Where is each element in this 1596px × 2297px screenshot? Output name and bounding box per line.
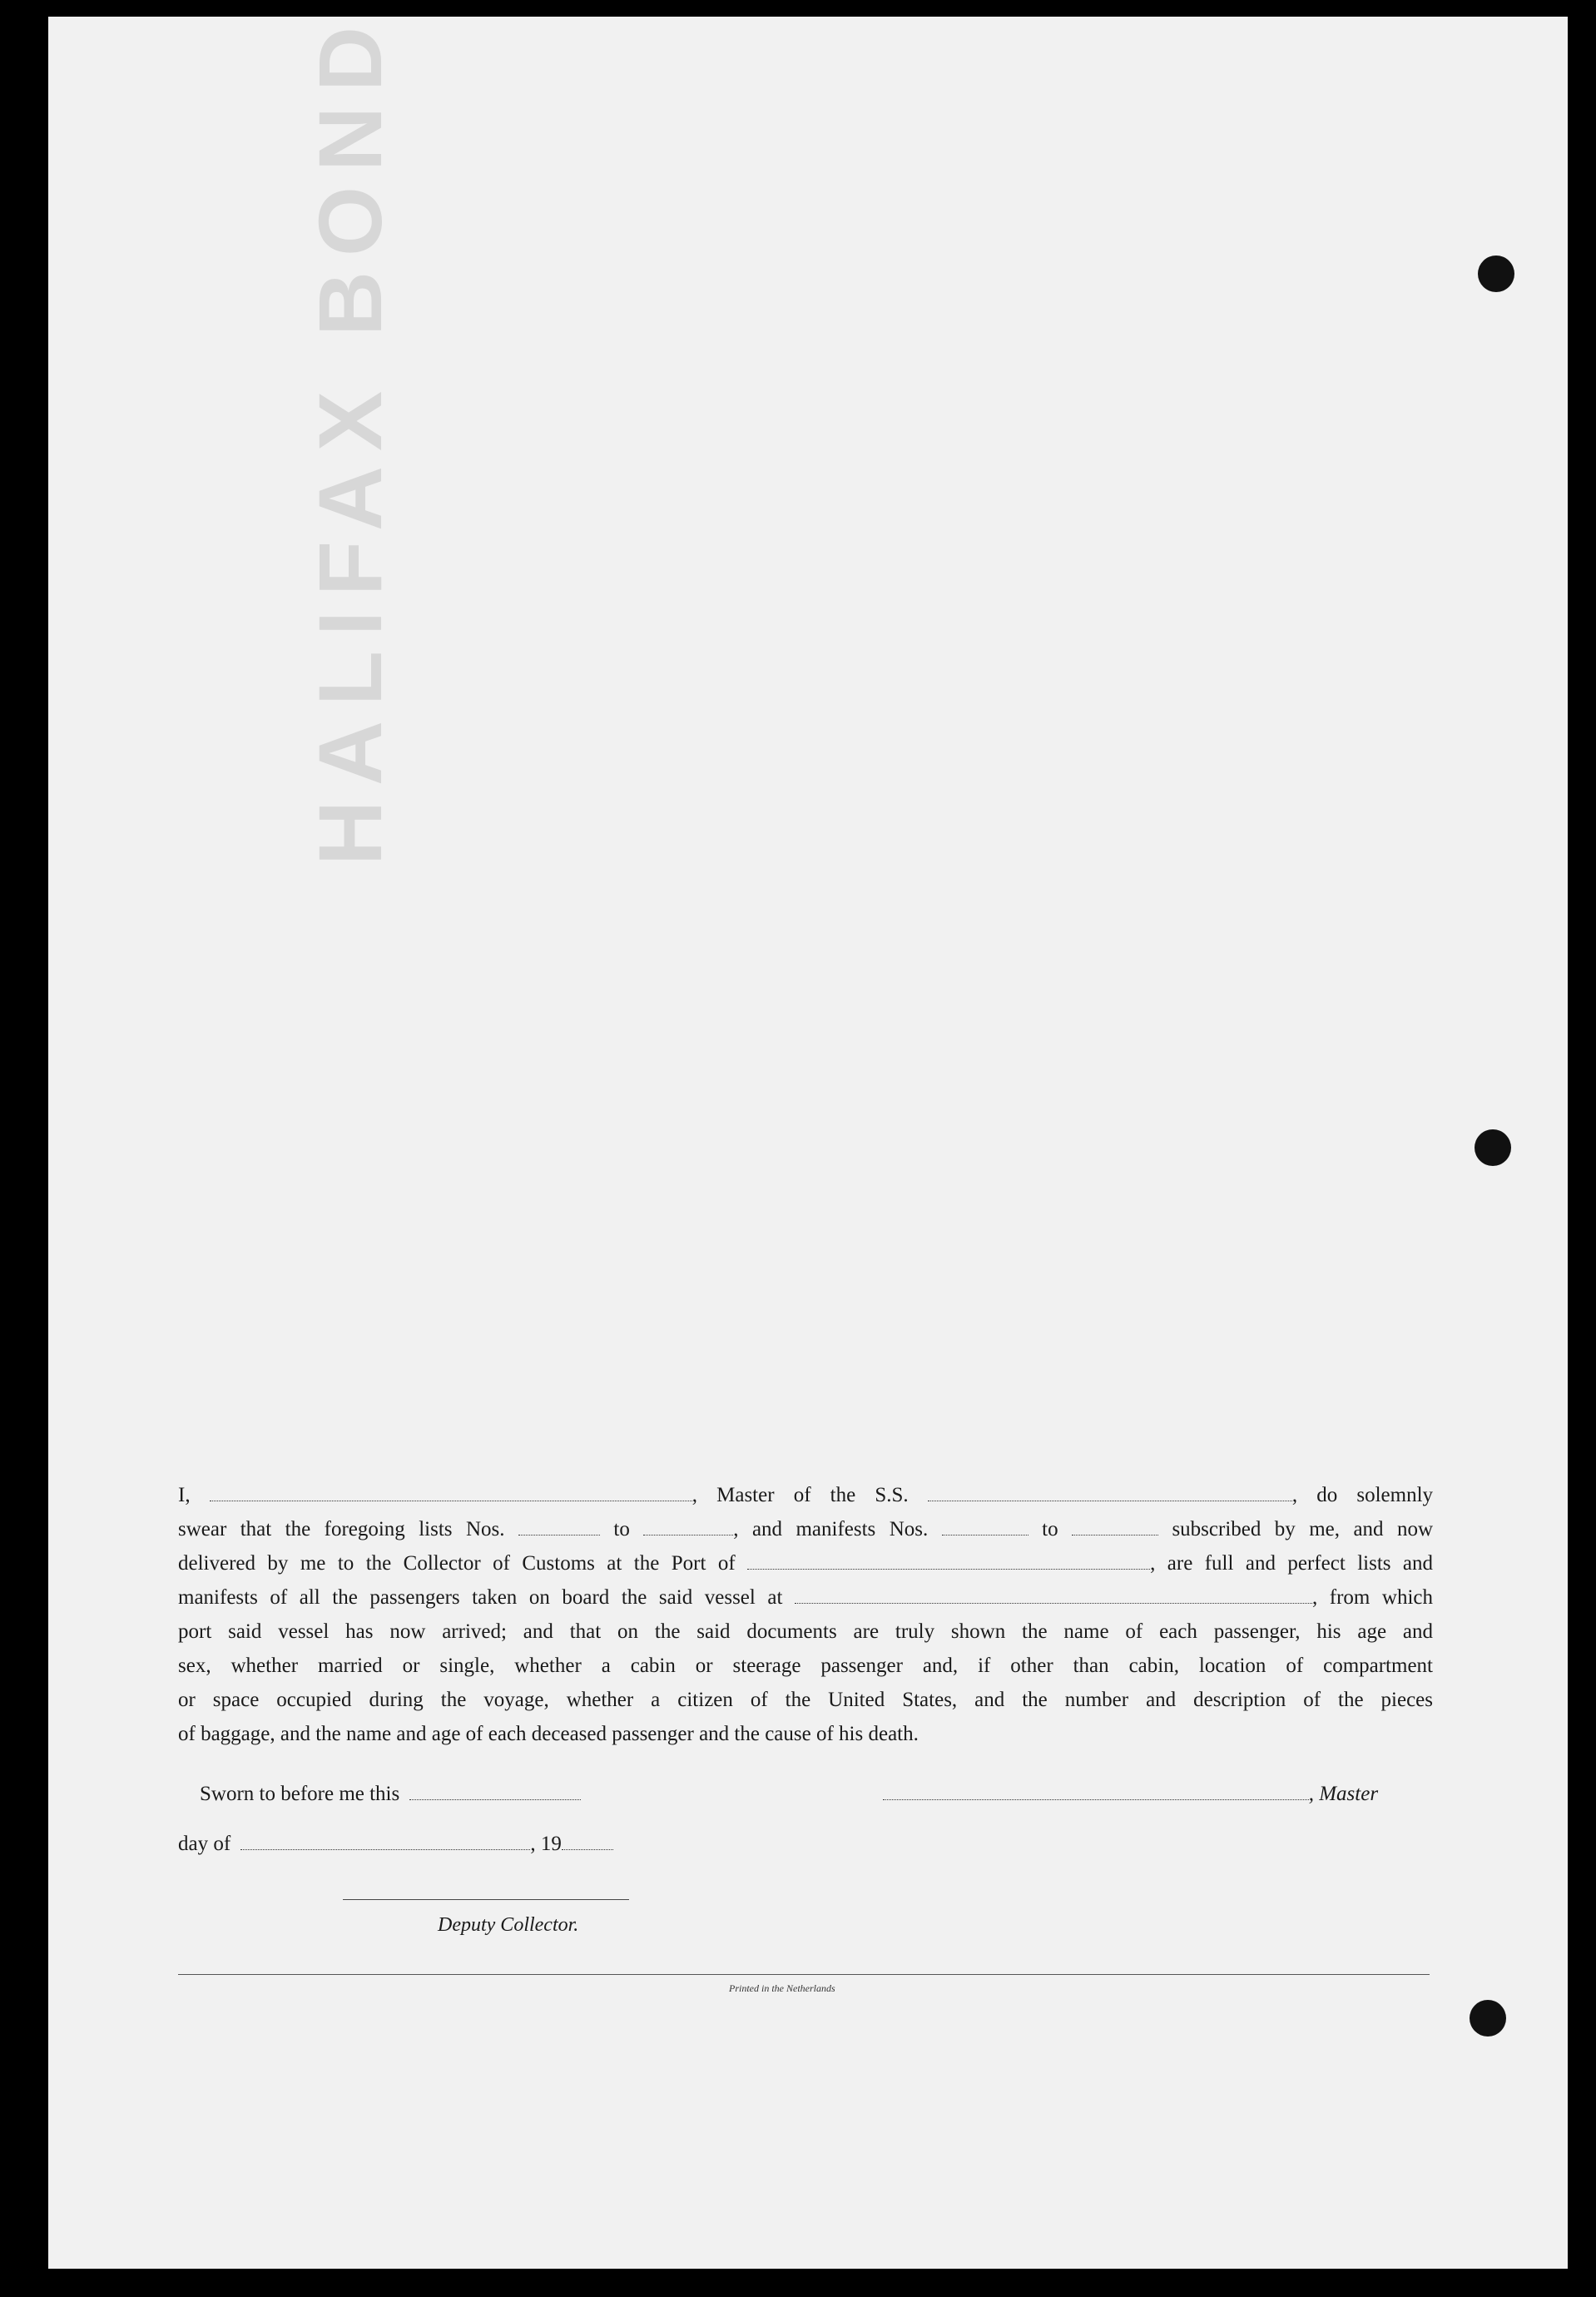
sworn-row (178, 1779, 1433, 1806)
oath-text: subscribed by me, and now (1172, 1518, 1434, 1540)
master-name-field[interactable] (210, 1481, 692, 1501)
oath-paragraph (178, 1478, 1433, 1751)
oath-text: , Master of the S.S. (691, 1484, 909, 1506)
sworn-label: Sworn to before me this (200, 1783, 400, 1805)
port-field[interactable] (747, 1549, 1150, 1570)
oath-text: , do solemnly (1291, 1484, 1434, 1506)
oath-text: I, (178, 1484, 191, 1506)
oath-text: sex, whether married or single, whether a cabin or steerage passenger and, if other than cabin, location of compartment (178, 1655, 1433, 1677)
embark-port-field[interactable] (795, 1583, 1312, 1604)
oath-text: swear that the foregoing lists Nos. (178, 1518, 505, 1540)
watermark: HALIFAX BOND (300, 12, 400, 866)
list-to-field[interactable] (643, 1515, 733, 1535)
oath-text: to (1042, 1518, 1058, 1540)
manifest-to-field[interactable] (1072, 1515, 1158, 1535)
oath-text: or space occupied during the voyage, whether a citizen of the United States, and the number and description of the pieces (178, 1689, 1433, 1711)
month-field[interactable] (240, 1829, 530, 1850)
day-of-row (178, 1829, 1433, 1856)
oath-text: port said vessel has now arrived; and that on the said documents are truly shown the name of each passenger, his age and (178, 1620, 1433, 1643)
printed-in-label: Printed in the Netherlands (729, 1982, 835, 1994)
deputy-signature-line[interactable] (343, 1899, 629, 1900)
ship-name-field[interactable] (928, 1481, 1292, 1501)
year-field[interactable] (562, 1829, 613, 1850)
deputy-collector-label: Deputy Collector. (438, 1914, 579, 1936)
master-signature-field[interactable] (883, 1779, 1309, 1800)
punch-hole (1475, 1129, 1511, 1166)
sworn-date-field[interactable] (409, 1779, 581, 1800)
day-of-label: day of (178, 1833, 231, 1855)
oath-text: to (613, 1518, 630, 1540)
oath-text: delivered by me to the Collector of Customs at the Port of (178, 1552, 736, 1575)
list-from-field[interactable] (518, 1515, 600, 1535)
master-label: , Master (1308, 1783, 1379, 1805)
manifest-from-field[interactable] (942, 1515, 1028, 1535)
oath-text: , are full and perfect lists and (1150, 1552, 1434, 1575)
oath-text: , from which (1311, 1586, 1433, 1609)
oath-text: of baggage, and the name and age of each deceased passenger and the cause of his death. (178, 1723, 919, 1745)
punch-hole (1478, 255, 1514, 292)
year-label: , 19 (530, 1833, 562, 1855)
document-sheet (48, 12, 1568, 2269)
oath-text: , and manifests Nos. (733, 1518, 929, 1540)
footer-rule (178, 1974, 1430, 1975)
punch-hole (1470, 2000, 1506, 2037)
oath-text: manifests of all the passengers taken on board the said vessel at (178, 1586, 783, 1609)
